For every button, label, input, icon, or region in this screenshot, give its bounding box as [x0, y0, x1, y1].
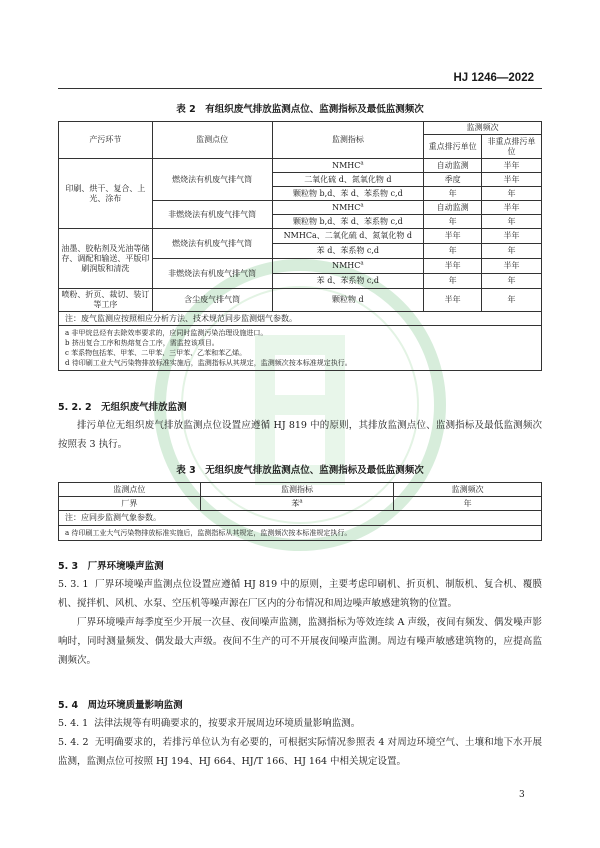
point-cell: 非燃烧法有机废气排气筒 [152, 201, 272, 229]
section-5-4-2-text: 5. 4. 2 无明确要求的，若排污单位认为有必要的，可根据实际情况参照表 4 对周边环境空气、土壤和地下水开展监测，监测点位可按照 HJ 194、HJ 664、HJ/T 166、HJ 164 中相关规定设置。 [58, 737, 542, 767]
indicator-cell: 苯$^a$ [200, 497, 394, 511]
process-cell: 喷粉、折页、裁切、装订等工序 [59, 289, 153, 312]
indicator-cell: NMHC$^a$ [272, 259, 424, 274]
clause-number: 5. 4. 1 [58, 718, 89, 729]
table2-title: 表 2 有组织废气排放监测点位、监测指标及最低监测频次 [176, 104, 424, 115]
th-freq: 监测频次 [424, 122, 542, 135]
th-process: 产污环节 [59, 122, 153, 159]
process-cell: 印刷、烘干、复合、上光、涂布 [59, 159, 153, 229]
footnote: b 挤出复合工序和热熔复合工序，需监控该项目。 [65, 339, 219, 347]
doc-number: HJ 1246—2022 [453, 72, 534, 84]
nonkey-freq-cell: 半年 [482, 259, 542, 274]
key-freq-cell: 自动监测 [424, 159, 482, 173]
nonkey-freq-cell: 半年 [482, 173, 542, 187]
table3-footnote: a 待印刷工业大气污染物排放标准实施后，监测指标从其规定，监测频次按本标准规定执行。 [59, 526, 542, 541]
key-freq-cell: 年 [424, 244, 482, 259]
th-indicator: 监测指标 [272, 122, 424, 159]
point-cell: 含尘废气排气筒 [152, 289, 272, 312]
section-5-2-2-text: 排污单位无组织废气排放监测点位设置应遵循 HJ 819 中的原则，其排放监测点位、监测指标及最低监测频次按照表 3 执行。 [58, 420, 542, 450]
table3 [58, 482, 542, 541]
indicator-cell: NMHCa、二氧化硫 d、氮氧化物 d [272, 229, 424, 244]
indicator-cell: 苯 d、苯系物 c,d [272, 274, 424, 289]
freq-cell: 年 [394, 497, 542, 511]
key-freq-cell: 季度 [424, 173, 482, 187]
process-cell: 油墨、胶粘剂及光油等储存、调配和输送、平版印刷润版和清洗 [59, 229, 153, 289]
indicator-cell: 二氧化硫 d、氮氧化物 d [272, 173, 424, 187]
table2-footnotes [59, 326, 542, 371]
page-number: 3 [519, 790, 525, 800]
key-freq-cell: 半年 [424, 289, 482, 312]
nonkey-freq-cell: 年 [482, 274, 542, 289]
table2-note: 注：废气监测应按照相应分析方法、技术规范同步监测烟气参数。 [59, 312, 542, 326]
footnote: c 苯系物包括苯、甲苯、二甲苯、三甲苯、乙苯和苯乙烯。 [65, 349, 247, 357]
header-rule [58, 88, 542, 89]
section-5-3-text-2: 厂界环境噪声每季度至少开展一次昼、夜间噪声监测，监测指标为等效连续 A 声级，夜间有频发、偶发噪声影响时，同时测量频发、偶发最大声级。夜间不生产的可不开展夜间噪声监测。周边有噪声敏感建筑物的，应提高监测频次。 [58, 617, 542, 666]
footnote: d 待印刷工业大气污染物排放标准实施后，监测指标从其规定，监测频次按本标准规定执行。 [65, 359, 352, 367]
point-cell: 燃烧法有机废气排气筒 [152, 229, 272, 259]
table3-title: 表 3 无组织废气排放监测点位、监测指标及最低监测频次 [176, 465, 424, 476]
section-5-3-heading: 5. 3 厂界环境噪声监测 [58, 561, 164, 572]
th-key: 重点排污单位 [424, 135, 482, 159]
section-5-2-2-heading: 5. 2. 2 无组织废气排放监测 [58, 402, 187, 413]
table3-note: 注：应同步监测气象参数。 [59, 511, 542, 526]
indicator-cell: 颗粒物 b,d、苯 d、苯系物 c,d [272, 187, 424, 201]
indicator-cell: NMHC$^a$ [272, 201, 424, 215]
table2 [58, 121, 542, 371]
th-point: 监测点位 [152, 122, 272, 159]
nonkey-freq-cell: 年 [482, 187, 542, 201]
th-indicator: 监测指标 [200, 483, 394, 497]
section-5-4-1-text: 5. 4. 1 法律法规等有明确要求的，按要求开展周边环境质量影响监测。 [58, 718, 361, 729]
indicator-cell: 颗粒物 d [272, 289, 424, 312]
section-5-4-heading: 5. 4 周边环境质量影响监测 [58, 700, 183, 711]
point-cell: 厂界 [59, 497, 201, 511]
footnote: a 非甲烷总烃有去除效率要求的，应同时监测污染治理设施进口。 [65, 329, 268, 337]
indicator-cell: 颗粒物 b,d、苯 d、苯系物 c,d [272, 215, 424, 229]
section-5-3-1-text: 5. 3. 1 厂界环境噪声监测点位设置应遵循 HJ 819 中的原则，主要考虑印刷机、折页机、制版机、复合机、覆膜机、搅拌机、风机、水泵、空压机等噪声源在厂区内的分布情况和周边噪声敏感建筑物的位置。 [58, 579, 542, 609]
nonkey-freq-cell: 半年 [482, 229, 542, 244]
nonkey-freq-cell: 年 [482, 289, 542, 312]
clause-number: 5. 4. 2 [58, 737, 89, 748]
key-freq-cell: 半年 [424, 229, 482, 244]
key-freq-cell: 年 [424, 187, 482, 201]
indicator-cell: NMHC$^a$ [272, 159, 424, 173]
key-freq-cell: 自动监测 [424, 201, 482, 215]
point-cell: 非燃烧法有机废气排气筒 [152, 259, 272, 289]
key-freq-cell: 半年 [424, 259, 482, 274]
nonkey-freq-cell: 半年 [482, 159, 542, 173]
nonkey-freq-cell: 年 [482, 215, 542, 229]
nonkey-freq-cell: 半年 [482, 201, 542, 215]
clause-number: 5. 3. 1 [58, 579, 89, 590]
indicator-cell: 苯 d、苯系物 c,d [272, 244, 424, 259]
point-cell: 燃烧法有机废气排气筒 [152, 159, 272, 201]
key-freq-cell: 年 [424, 215, 482, 229]
th-freq: 监测频次 [394, 483, 542, 497]
th-point: 监测点位 [59, 483, 201, 497]
nonkey-freq-cell: 年 [482, 244, 542, 259]
key-freq-cell: 年 [424, 274, 482, 289]
th-nonkey: 非重点排污单位 [482, 135, 542, 159]
